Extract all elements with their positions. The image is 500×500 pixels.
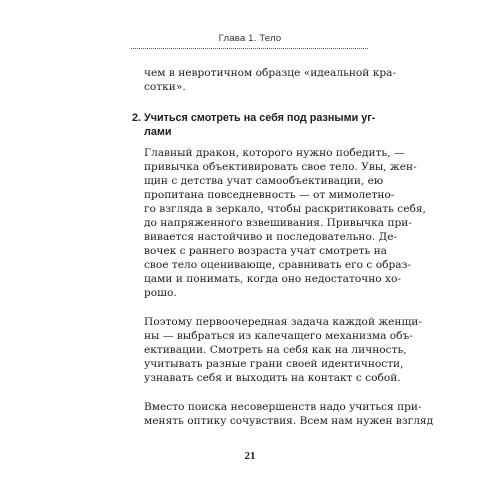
text-line: Главный дракон, которого нужно победить, — (144, 147, 405, 159)
text-line: чем в невротичном образце «идеальной кра- (144, 67, 397, 79)
section-title-line: Учиться смотреть на себя под разными уг- (144, 112, 376, 124)
text-line: Вместо поиска несовершенств надо учиться при- (144, 401, 422, 413)
text-line: привычка объективировать свое тело. Увы, жен- (144, 161, 417, 173)
page-number: 21 (244, 450, 256, 462)
text-line: менять оптику сочувствия. Всем нам нужен взгляд (144, 415, 434, 427)
text-line: сотки». (144, 81, 186, 93)
text-line: узнавать себя и выходить на контакт с собой. (144, 372, 401, 384)
section-heading (132, 111, 376, 125)
text-line: вочек с раннего возраста учат смотреть на (144, 245, 387, 257)
section-number: 2. (132, 112, 142, 124)
text-line: ективации. Смотреть на себя как на личность, (144, 344, 407, 356)
text-line: свое тело оценивающе, сравнивать его с образ- (144, 259, 411, 271)
text-line: цами и понимать, когда оно недостаточно хо- (144, 273, 401, 285)
text-line: Поэтому первоочередная задача каждой женщи- (144, 316, 422, 328)
text-line: рошо. (144, 287, 177, 299)
text-line: до напряженного взвешивания. Привычка при- (144, 217, 412, 229)
text-line: ны — выбраться из калечащего механизма объ- (144, 330, 413, 342)
text-line: щин с детства учат самообъективации, ею (144, 175, 384, 187)
text-line: го взгляда в зеркало, чтобы раскритиковать себя, (144, 203, 426, 215)
text-line: пропитана повседневность — от мимолетно- (144, 189, 395, 201)
section-title-line: лами (144, 126, 172, 138)
running-header: Глава 1. Тело (218, 33, 282, 44)
text-line: вивается настойчиво и последовательно. Де- (144, 231, 398, 243)
header-dotted-rule (131, 48, 368, 49)
text-line: учитывать разные грани своей идентичности, (144, 358, 404, 370)
